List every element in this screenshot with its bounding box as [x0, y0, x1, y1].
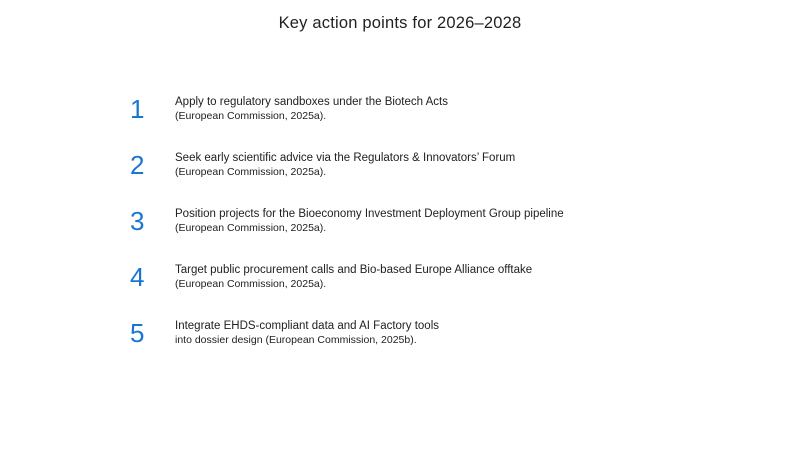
item-number: 1	[130, 94, 145, 124]
item-number: 4	[130, 262, 145, 292]
list-item	[130, 264, 690, 290]
slide-title: Key action points for 2026–2028	[278, 14, 522, 32]
item-citation: (European Commission, 2025a).	[175, 109, 327, 122]
item-citation: (European Commission, 2025a).	[175, 221, 327, 234]
list-item	[130, 152, 690, 178]
item-number: 5	[130, 318, 145, 348]
item-text: Apply to regulatory sandboxes under the Biotech Acts	[175, 96, 448, 109]
item-body	[175, 320, 690, 346]
list-item	[130, 320, 690, 346]
item-number: 2	[130, 150, 145, 180]
item-number: 3	[130, 206, 145, 236]
item-body	[175, 208, 690, 234]
list-item	[130, 208, 690, 234]
item-citation: (European Commission, 2025a).	[175, 165, 327, 178]
action-list	[130, 96, 690, 376]
item-body	[175, 152, 690, 178]
item-text: Target public procurement calls and Bio-based Europe Alliance offtake	[175, 264, 533, 277]
list-item	[130, 96, 690, 122]
item-text: Position projects for the Bioeconomy Investment Deployment Group pipeline	[175, 208, 564, 221]
item-body	[175, 96, 690, 122]
item-body	[175, 264, 690, 290]
item-text: Seek early scientific advice via the Regulators & Innovators’ Forum	[175, 152, 516, 165]
item-text: Integrate EHDS-compliant data and AI Factory tools	[175, 320, 439, 333]
item-citation: (European Commission, 2025a).	[175, 277, 327, 290]
item-citation: into dossier design (European Commission, 2025b).	[175, 333, 417, 346]
